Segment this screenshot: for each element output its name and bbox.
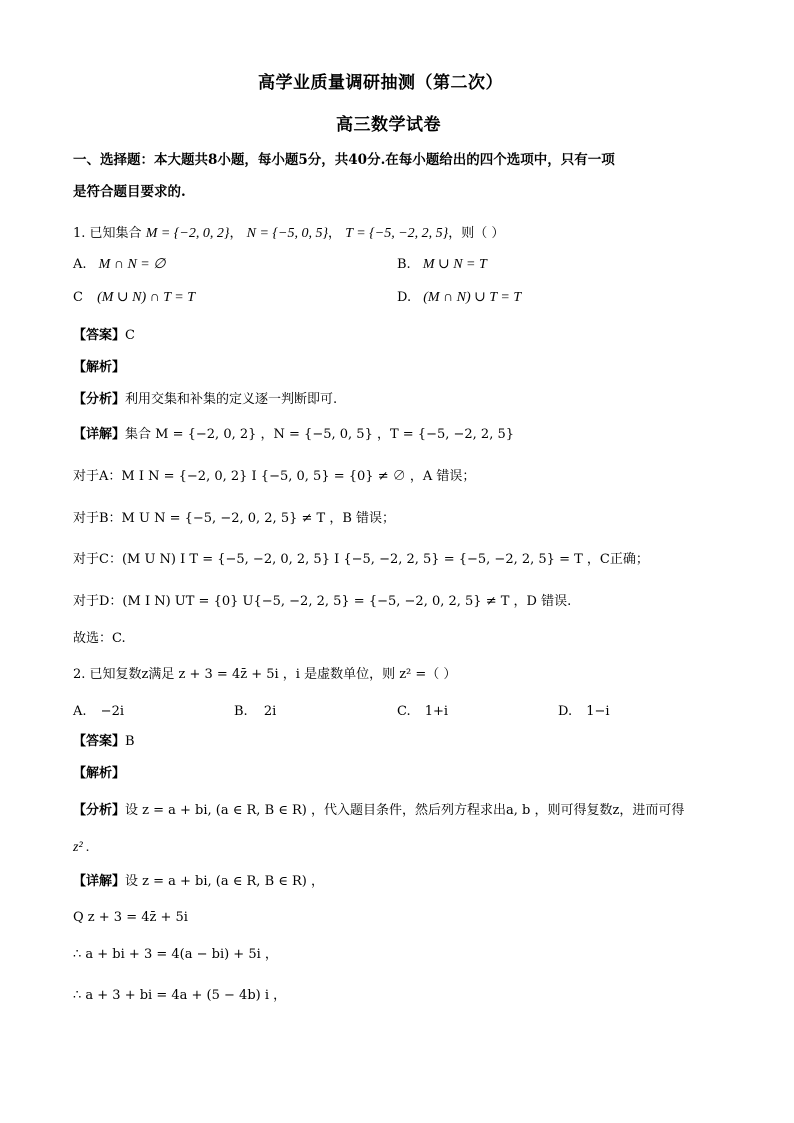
section-heading-line2: 是符合题目要求的.	[73, 184, 186, 200]
q2-jiexi-tag: 【解析】	[73, 766, 126, 781]
q1-xiangjie-tag: 【详解】	[73, 427, 126, 442]
q1-line-d: 对于D：(M I N) UT = {0} U{−5, −2, 2, 5} = {−5, −2, 0, 2, 5} ≠ T ，D 错误.	[73, 594, 572, 609]
q1-option-a-label: A.	[73, 257, 87, 272]
q2-fenxi-cont: z² .	[73, 840, 90, 855]
q1-fenxi-text: 利用交集和补集的定义逐一判断即可.	[125, 392, 338, 407]
q1-line-c: 对于C：(M U N) I T = {−5, −2, 0, 2, 5} I {−5, −2, 2, 5} = {−5, −2, 2, 5} = T ，C正确；	[73, 552, 649, 567]
q2-xiangjie-tag: 【详解】	[73, 874, 126, 889]
q2-step-2: ∴ a + bi + 3 = 4(a − bi) + 5i ，	[73, 947, 278, 962]
q2-option-a	[73, 702, 124, 722]
q1-stem-suffix: ，则（ ）	[448, 226, 505, 241]
q1-option-d-label: D.	[397, 290, 412, 305]
q2-answer-value: B	[125, 734, 135, 749]
q1-answer-tag: 【答案】	[73, 328, 126, 343]
q1-answer	[73, 326, 135, 346]
q1-xiangjie	[73, 425, 514, 445]
q1-option-a	[73, 255, 165, 275]
q2-option-d-label: D.	[558, 704, 573, 719]
q1-stem-prefix: 1. 已知集合	[73, 226, 142, 241]
q1-option-c-expr: (M ∪ N) ∩ T = T	[97, 290, 196, 305]
q1-comma-1: ，	[229, 226, 243, 241]
page-subtitle: 高三数学试卷	[336, 115, 441, 135]
q1-jiexi-tag: 【解析】	[73, 360, 126, 375]
q2-option-b-expr: 2i	[263, 704, 277, 719]
q2-fenxi-tag: 【分析】	[73, 803, 126, 818]
q2-option-a-label: A.	[73, 704, 87, 719]
q2-step-1: Q z + 3 = 4z̄ + 5i	[73, 910, 188, 925]
q2-fenxi	[73, 801, 684, 821]
q2-option-b-label: B.	[234, 704, 248, 719]
q2-stem: 2. 已知复数z满足 z + 3 = 4z̄ + 5i ，i 是虚数单位，则 z² =（ ）	[73, 667, 457, 682]
q1-option-b	[397, 255, 487, 275]
q2-answer	[73, 732, 135, 752]
q1-fenxi	[73, 390, 337, 410]
q2-option-c-label: C.	[397, 704, 411, 719]
q1-line-a: 对于A：M I N = {−2, 0, 2} I {−5, 0, 5} = {0} ≠ ∅ ，A 错误；	[73, 469, 476, 484]
page-title: 高学业质量调研抽测（第二次）	[258, 73, 503, 93]
q1-stem	[73, 224, 504, 244]
q1-set-t: T = {−5, −2, 2, 5}	[345, 226, 449, 241]
q2-option-d	[558, 702, 610, 722]
q2-fenxi-text: 设 z = a + bi, (a ∈ R, B ∈ R) ，代入题目条件，然后列方程求出a, b ，则可得复数z，进而可得	[125, 803, 685, 818]
q1-option-d-expr: (M ∩ N) ∪ T = T	[423, 290, 522, 305]
q2-option-d-expr: 1−i	[586, 704, 610, 719]
q2-option-a-expr: −2i	[100, 704, 124, 719]
q1-option-b-expr: M ∪ N = T	[422, 257, 487, 272]
q1-choice: 故选：C.	[73, 631, 126, 646]
q1-line-b: 对于B：M U N = {−5, −2, 0, 2, 5} ≠ T ，B 错误；	[73, 511, 396, 526]
q2-answer-tag: 【答案】	[73, 734, 126, 749]
section-heading-line1: 一、选择题：本大题共8小题，每小题5分，共40分.在每小题给出的四个选项中，只有一项	[73, 152, 615, 168]
q2-option-b	[234, 702, 276, 722]
q1-option-a-expr: M ∩ N = ∅	[98, 257, 166, 272]
q1-option-c	[73, 288, 195, 308]
q1-set-n: N = {−5, 0, 5}	[246, 226, 329, 241]
q1-answer-value: C	[125, 328, 135, 343]
q1-option-c-label: C	[73, 290, 83, 305]
q1-comma-2: ，	[328, 226, 342, 241]
q2-xiangjie	[73, 872, 324, 892]
q1-fenxi-tag: 【分析】	[73, 392, 126, 407]
q2-xiangjie-text: 设 z = a + bi, (a ∈ R, B ∈ R) ，	[125, 874, 325, 889]
q1-option-b-label: B.	[397, 257, 411, 272]
q1-set-m: M = {−2, 0, 2}	[145, 226, 230, 241]
q2-step-3: ∴ a + 3 + bi = 4a + (5 − 4b) i ，	[73, 988, 287, 1003]
q2-option-c	[397, 702, 448, 722]
q1-xiangjie-text: 集合 M = {−2, 0, 2} ，N = {−5, 0, 5} ，T = {−5, −2, 2, 5}	[125, 427, 515, 442]
q2-option-c-expr: 1+i	[424, 704, 449, 719]
q1-option-d	[397, 288, 521, 308]
